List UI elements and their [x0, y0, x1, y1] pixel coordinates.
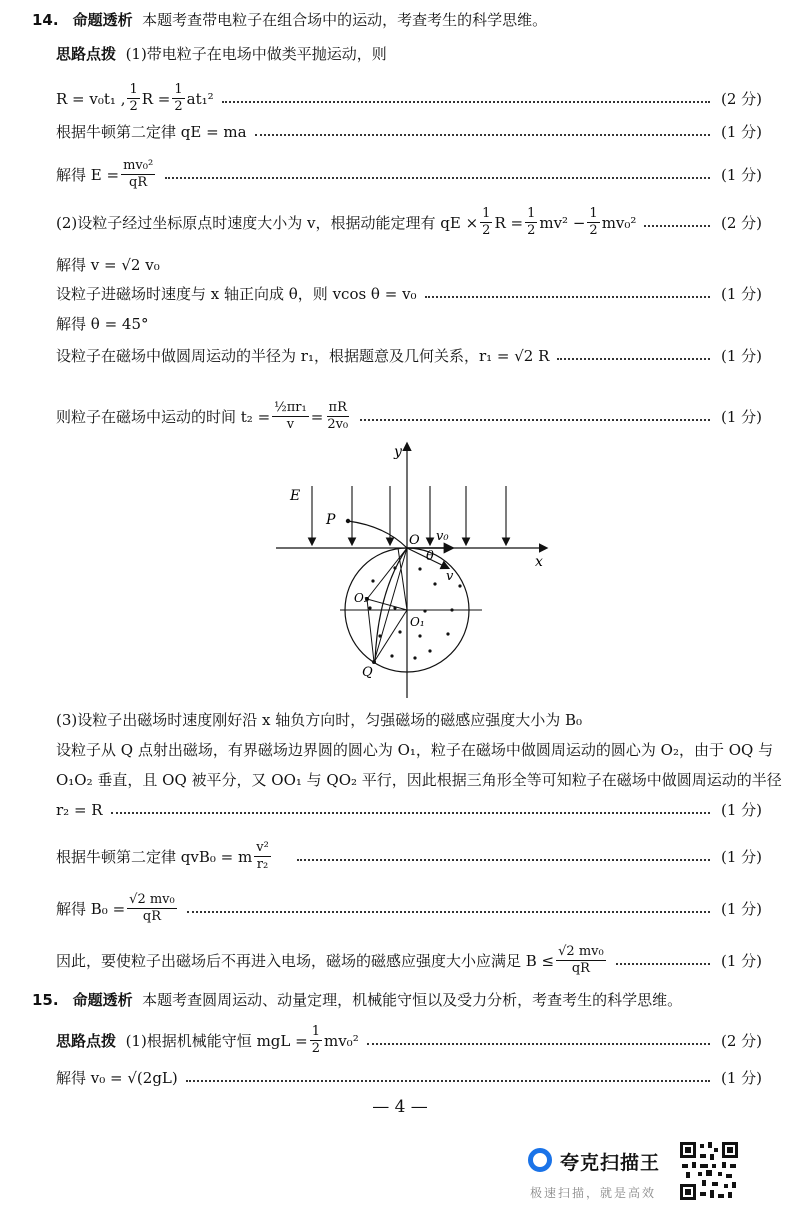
fraction: $\frac{\pi R}{\text{2v₀}}$ — [327, 400, 349, 432]
construction-lines — [367, 548, 407, 662]
score: (1 分) — [720, 285, 762, 303]
q14-angle-line: 设粒子进磁场时速度与 x 轴正向成 θ，则 vcos θ = v₀ (1 分) — [56, 285, 762, 303]
leader-dots — [297, 859, 710, 861]
label-v: v — [446, 569, 454, 584]
fraction: $\frac{\text{mv₀²}}{qR}$ — [123, 158, 154, 190]
q15-heading: 15. 命题透析 本题考查圆周运动、动量定理，机械能守恒以及受力分析，考查考生的科学思维。 — [32, 991, 683, 1009]
scanner-logo-icon — [528, 1148, 552, 1172]
score: (1 分) — [720, 347, 762, 365]
physics-diagram — [270, 436, 570, 704]
q14-r2-line: r₂ = R (1 分) — [56, 801, 762, 819]
leader-dots — [367, 1043, 710, 1045]
label-v0: v₀ — [436, 529, 449, 544]
fraction: $\frac{1}{2}$ — [482, 206, 491, 238]
score: (1 分) — [720, 165, 762, 184]
brand-slogan: 极速扫描，就是高效 — [530, 1186, 657, 1200]
score: (1 分) — [720, 801, 762, 819]
score: (1 分) — [720, 899, 762, 918]
score: (2 分) — [720, 1031, 762, 1050]
q14-eq1-line: R = v₀t₁ , $\frac{1}{2}$ R = $\frac{1}{2}$ at₁² (2 分) — [56, 82, 762, 114]
score: (2 分) — [720, 89, 762, 108]
q14-time-line: 则粒子在磁场中运动的时间 t₂ = $\frac{\text{½πr₁}}{v}$ = $\frac{\pi R}{\text{2v₀}}$ (1 分) — [56, 400, 762, 432]
label-o: O — [409, 533, 420, 548]
scanner-brand — [528, 1140, 668, 1200]
label-theta: θ — [426, 549, 434, 564]
label-e: E — [290, 488, 301, 504]
page-number: — 4 — — [372, 1097, 428, 1117]
label-o1: O₁ — [410, 615, 425, 629]
q14-newton-line: 根据牛顿第二定律 qvB₀ = m $\frac{\text{v²}}{\text{r₂}}$ (1 分) — [56, 840, 762, 872]
leader-dots — [222, 101, 710, 103]
label-p: P — [326, 512, 336, 528]
qr-code-icon — [678, 1140, 740, 1202]
q15-eq2-line: 解得 v₀ = √(2gL) (1 分) — [56, 1069, 762, 1087]
q14-hint: 思路点拨 (1)带电粒子在电场中做类平抛运动，则 — [56, 45, 387, 63]
leader-dots — [255, 134, 710, 136]
label-q: Q — [362, 665, 373, 680]
leader-dots — [111, 812, 710, 814]
point-p — [346, 519, 350, 523]
q14-b0-line: 解得 B₀ = $\frac{\text{√2 mv₀}}{qR}$ (1 分) — [56, 892, 762, 924]
label-o2: O₂ — [354, 591, 369, 605]
fraction: $\frac{\text{√2 mv₀}}{qR}$ — [558, 944, 604, 976]
q14-part2-lead: (2)设粒子经过坐标原点时速度大小为 v，根据动能定理有 qE × $\frac{1}{2}$ R = $\frac{1}{2}$ mv² − $\frac{1}{2}$ mv₀² (2 分) — [56, 206, 762, 238]
leader-dots — [644, 225, 710, 227]
fraction: $\frac{1}{2}$ — [129, 82, 138, 114]
q15-eq1-line: 思路点拨 (1)根据机械能守恒 mgL = $\frac{1}{2}$ mv₀² (2 分) — [56, 1024, 762, 1056]
q14-final-line: 因此，要使粒子出磁场后不再进入电场，磁场的磁感应强度大小应满足 B ≤ $\frac{\text{√2 mv₀}}{qR}$ (1 分) — [56, 944, 762, 976]
q14-part3-lead: (3)设粒子出磁场时速度刚好沿 x 轴负方向时，匀强磁场的磁感应强度大小为 B₀ — [56, 711, 583, 729]
fraction: $\frac{\text{√2 mv₀}}{qR}$ — [129, 892, 175, 924]
score: (1 分) — [720, 407, 762, 426]
leader-dots — [165, 177, 710, 179]
fraction: $\frac{1}{2}$ — [589, 206, 598, 238]
score: (1 分) — [720, 1069, 762, 1087]
q14-eq2-line: 根据牛顿第二定律 qE = ma (1 分) — [56, 123, 762, 141]
brand-name: 夸克扫描王 — [560, 1152, 661, 1174]
leader-dots — [425, 296, 710, 298]
fraction: $\frac{\text{v²}}{\text{r₂}}$ — [256, 840, 269, 872]
fraction: $\frac{1}{2}$ — [527, 206, 536, 238]
leader-dots — [360, 419, 710, 421]
q14-result-theta: 解得 θ = 45° — [56, 315, 149, 333]
q14-radius-line: 设粒子在磁场中做圆周运动的半径为 r₁，根据题意及几何关系，r₁ = √2 R (1 分) — [56, 347, 762, 365]
leader-dots — [557, 358, 710, 360]
score: (1 分) — [720, 123, 762, 141]
q14-heading: 14. 命题透析 本题考查带电粒子在组合场中的运动，考查考生的科学思维。 — [32, 11, 548, 29]
point-q — [372, 660, 376, 664]
q14-result-v: 解得 v = √2 v₀ — [56, 256, 160, 274]
q14-part3-para2: O₁O₂ 垂直，且 OQ 被平分，又 OO₁ 与 QO₂ 平行，因此根据三角形全等可知粒子在磁场中做圆周运动的半径 — [56, 771, 782, 789]
fraction: $\frac{1}{2}$ — [311, 1024, 320, 1056]
score: (1 分) — [720, 847, 762, 866]
label-x: x — [535, 554, 543, 570]
score: (2 分) — [720, 213, 762, 232]
leader-dots — [186, 1080, 710, 1082]
label-y: y — [394, 444, 402, 460]
q14-eq3-line: 解得 E = $\frac{\text{mv₀²}}{qR}$ (1 分) — [56, 158, 762, 190]
fraction: $\frac{\text{½πr₁}}{v}$ — [274, 400, 307, 432]
leader-dots — [616, 963, 710, 965]
trajectory-curve — [348, 521, 407, 548]
score: (1 分) — [720, 951, 762, 970]
leader-dots — [187, 911, 710, 913]
fraction: $\frac{1}{2}$ — [174, 82, 183, 114]
q14-part3-para1: 设粒子从 Q 点射出磁场，有界磁场边界圆的圆心为 O₁，粒子在磁场中做圆周运动的圆心为 O₂，由于 OQ 与 — [56, 741, 774, 759]
